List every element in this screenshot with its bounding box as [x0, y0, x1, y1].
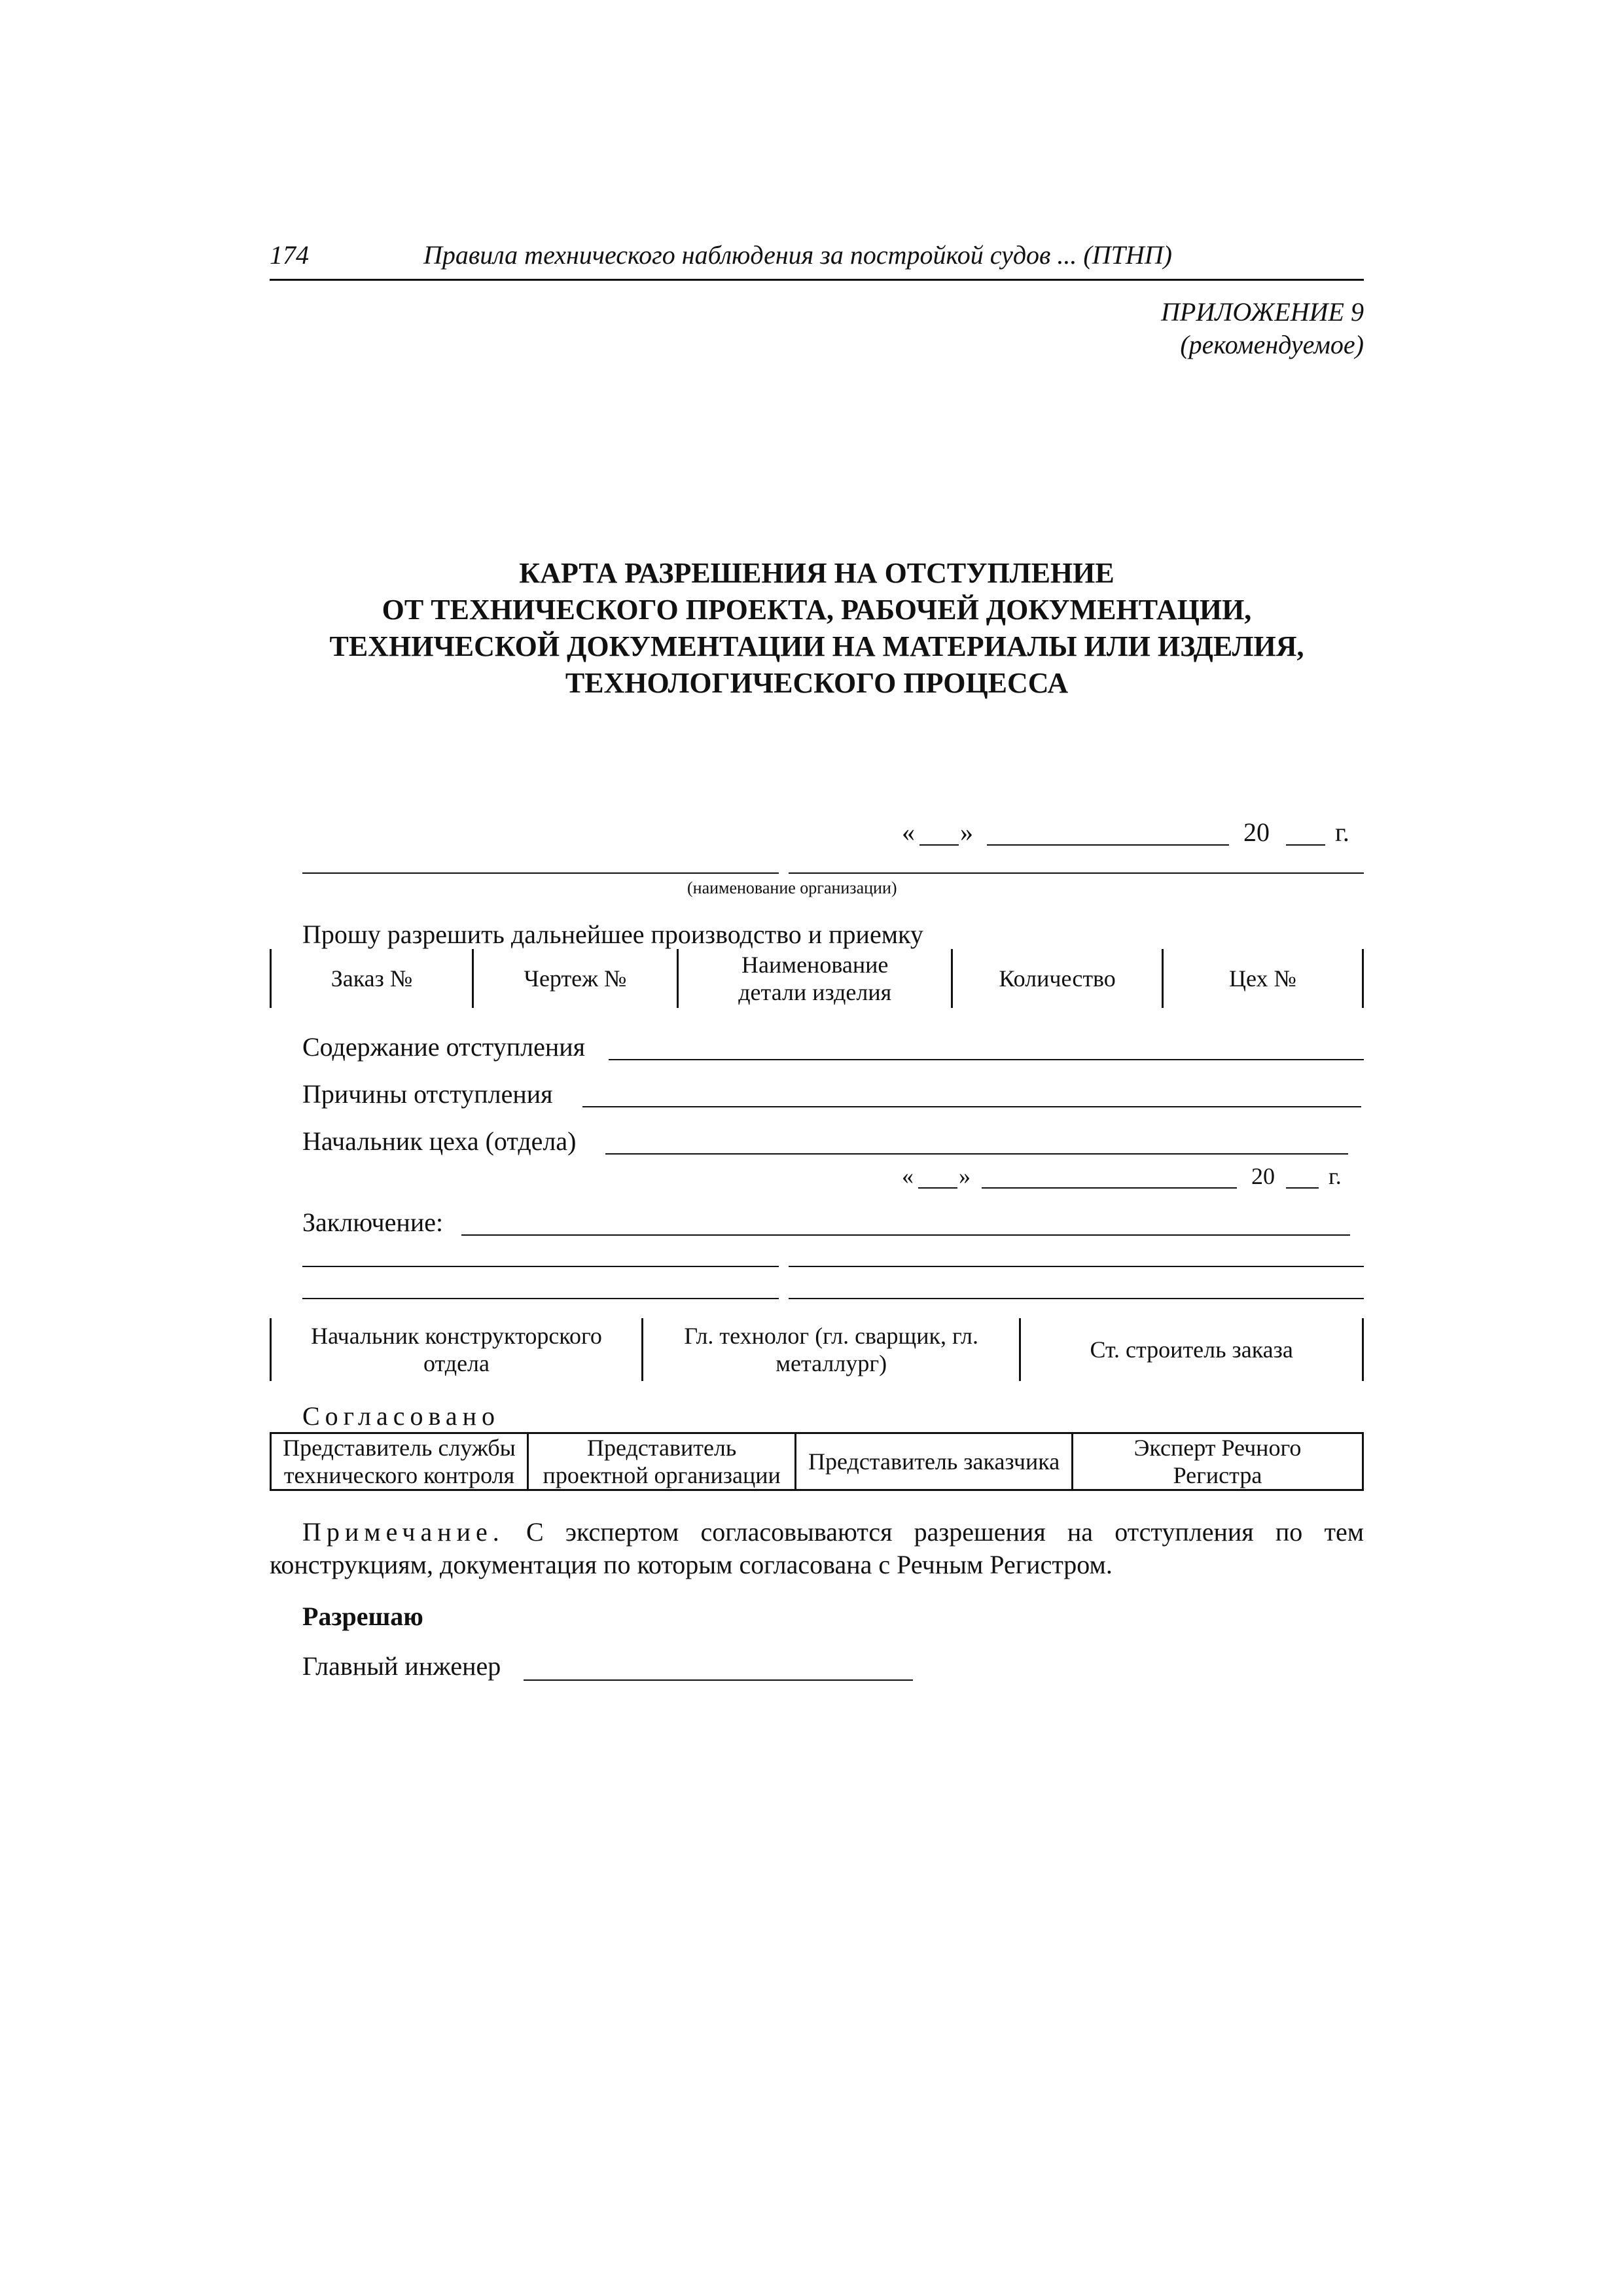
deviation-content-blank[interactable]: [609, 1059, 1364, 1060]
order-table: [270, 949, 1364, 1008]
day-blank[interactable]: [919, 844, 959, 846]
note-label: Примечание.: [302, 1517, 505, 1547]
note-text: С экспертом согласовываются разрешения на отступления по тем конструкциям, документация по которым согласована с Речным Регистром.: [270, 1517, 1364, 1579]
title-line: ТЕХНОЛОГИЧЕСКОГО ПРОЦЕССА: [565, 667, 1069, 699]
running-title: Правила технического наблюдения за постройкой судов ... (ПТНП): [423, 240, 1172, 270]
chief-engineer-label: Главный инженер: [302, 1651, 501, 1681]
signers-table: [270, 1318, 1364, 1381]
year-prefix: 20: [1243, 817, 1270, 847]
shop-head-label: Начальник цеха (отдела): [302, 1126, 577, 1156]
conclusion-line-left-1[interactable]: [302, 1266, 779, 1267]
year-blank[interactable]: [1286, 844, 1325, 846]
date2-close-quote: »: [959, 1163, 971, 1189]
month2-blank[interactable]: [982, 1187, 1237, 1189]
signer-chief-builder: Ст. строитель заказа: [1020, 1318, 1363, 1381]
date2-open-quote: «: [902, 1163, 914, 1189]
org-blank-left[interactable]: [302, 872, 779, 874]
title-line: ОТ ТЕХНИЧЕСКОГО ПРОЕКТА, РАБОЧЕЙ ДОКУМЕНТАЦИИ,: [382, 594, 1252, 626]
running-header: [270, 240, 1364, 281]
appendix-label: [1161, 296, 1364, 361]
signer-design-head: Начальник конструкторского отдела: [271, 1318, 643, 1381]
chief-engineer-signature-blank[interactable]: [524, 1679, 913, 1681]
title-line: ТЕХНИЧЕСКОЙ ДОКУМЕНТАЦИИ НА МАТЕРИАЛЫ ИЛИ ИЗДЕЛИЯ,: [329, 630, 1304, 662]
deviation-reasons-label: Причины отступления: [302, 1079, 553, 1109]
document-title: [270, 555, 1364, 702]
header-part-name: Наименование детали изделия: [678, 949, 952, 1008]
agreed-label: Согласовано: [302, 1401, 501, 1431]
conclusion-line-right-2[interactable]: [789, 1298, 1364, 1299]
appendix-note: (рекомендуемое): [1180, 330, 1364, 359]
agreed-customer: Представитель заказчика: [796, 1433, 1073, 1490]
conclusion-label: Заключение:: [302, 1208, 444, 1237]
conclusion-line-left-2[interactable]: [302, 1298, 779, 1299]
request-text: Прошу разрешить дальнейшее производство и приемку: [302, 920, 923, 949]
org-blank-right[interactable]: [789, 872, 1364, 874]
agreed-tech-control: Представитель службы технического контроля: [271, 1433, 528, 1490]
deviation-content-label: Содержание отступления: [302, 1032, 586, 1062]
header-order-no: Заказ №: [271, 949, 473, 1008]
approval-label: Разрешаю: [302, 1602, 423, 1631]
page-number: 174: [270, 240, 309, 270]
date-close-quote: »: [960, 817, 973, 847]
day2-blank[interactable]: [918, 1187, 957, 1189]
note-paragraph: [270, 1516, 1364, 1581]
agreed-design-org: Представитель проектной организации: [528, 1433, 796, 1490]
year-suffix: г.: [1335, 817, 1349, 847]
deviation-reasons-blank[interactable]: [582, 1106, 1361, 1107]
month-blank[interactable]: [987, 844, 1229, 846]
date-open-quote: «: [902, 817, 915, 847]
header-drawing-no: Чертеж №: [473, 949, 677, 1008]
agreed-river-register-expert: Эксперт Речного Регистра: [1072, 1433, 1363, 1490]
org-caption: (наименование организации): [687, 878, 897, 897]
conclusion-blank[interactable]: [461, 1234, 1350, 1236]
agreed-table: [270, 1432, 1364, 1491]
appendix-number: ПРИЛОЖЕНИЕ 9: [1161, 297, 1364, 327]
header-quantity: Количество: [952, 949, 1162, 1008]
conclusion-line-right-1[interactable]: [789, 1266, 1364, 1267]
year2-prefix: 20: [1251, 1163, 1275, 1189]
shop-head-blank[interactable]: [605, 1153, 1348, 1155]
signer-chief-technologist: Гл. технолог (гл. сварщик, гл. металлург): [642, 1318, 1020, 1381]
header-shop-no: Цех №: [1162, 949, 1363, 1008]
year2-suffix: г.: [1329, 1163, 1342, 1189]
title-line: КАРТА РАЗРЕШЕНИЯ НА ОТСТУПЛЕНИЕ: [519, 557, 1115, 589]
year2-blank[interactable]: [1286, 1187, 1319, 1189]
